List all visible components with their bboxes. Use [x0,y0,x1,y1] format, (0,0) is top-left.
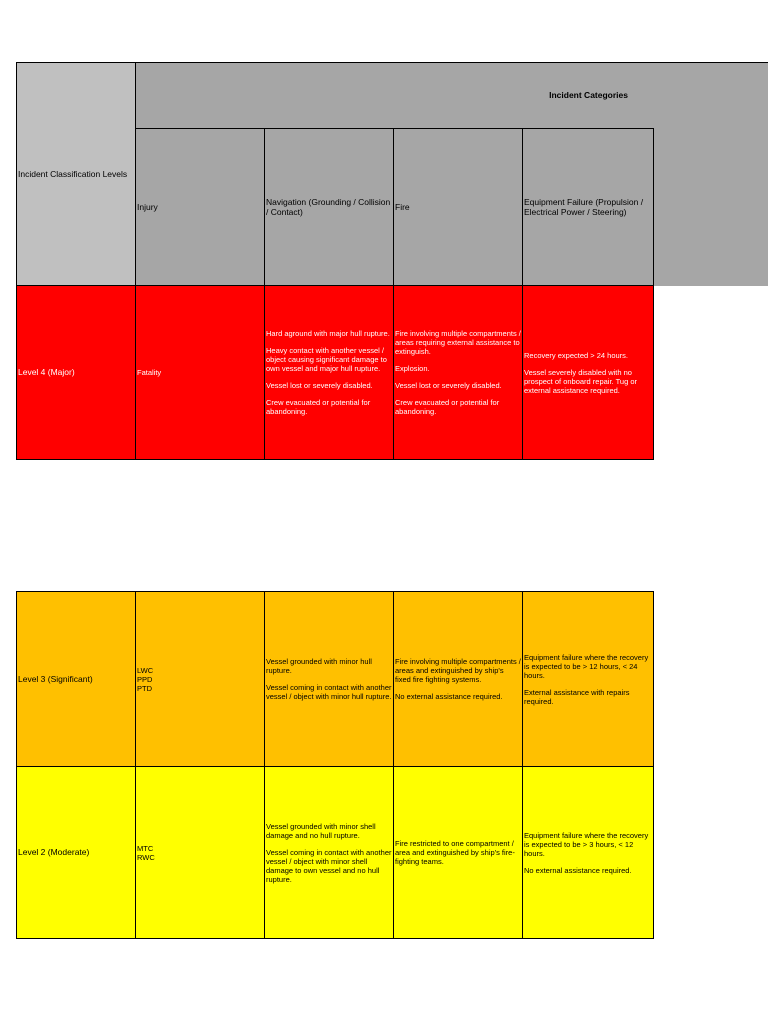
column-header-navigation [264,128,394,286]
categories-header-label: Incident Categories [549,90,628,101]
level3-injury-line: PPD [137,674,153,684]
column-header-injury [135,128,265,286]
level3-navigation-line: Vessel coming in contact with another vessel / object with minor hull rupture. [266,683,392,701]
level4-navigation-cell [264,285,394,460]
level3-navigation-cell [264,591,394,767]
level3-equipment-cell [522,591,654,767]
levels-header [16,62,136,286]
column-header-fire-label: Fire [395,201,410,212]
level3-injury-line: PTD [137,683,152,693]
level3-navigation-line: Vessel grounded with minor hull rupture. [266,657,372,675]
categories-header [135,62,768,129]
level4-navigation-line: Hard aground with major hull rupture. [266,329,390,338]
level4-equipment-line: Vessel severely disabled with no prospect of onboard repair. Tug or external assistance required. [524,367,637,395]
level2-equipment-cell [522,766,654,939]
level3-fire-line: No external assistance required. [395,692,503,701]
column-header-fire [393,128,523,286]
level2-injury-cell [135,766,265,939]
level3-label: Level 3 (Significant) [18,673,93,684]
levels-header-label: Incident Classification Levels [18,168,128,179]
level2-navigation-line: Vessel grounded with minor shell damage and no hull rupture. [266,821,376,840]
level4-fire-line: Crew evacuated or potential for abandoning. [395,398,500,416]
level4-label-cell [16,285,136,460]
level2-equipment-line: No external assistance required. [524,865,632,875]
level3-equipment-line: External assistance with repairs required. [524,687,630,706]
level4-equipment-line: Recovery expected > 24 hours. [524,350,629,360]
column-header-equipment [522,128,654,286]
column-header-injury-label: Injury [137,201,158,212]
level2-navigation-line: Vessel coming in contact with another vessel / object with minor shell damage to own vessel and no hull rupture. [266,847,392,884]
level4-fire-line: Explosion. [395,364,430,373]
level2-injury-line: RWC [137,852,155,862]
column-header-navigation-label: Navigation (Grounding / Collision / Contact) [266,196,391,217]
level4-label: Level 4 (Major) [18,367,75,378]
level2-label-cell [16,766,136,939]
level4-navigation-line: Crew evacuated or potential for abandoning. [266,398,371,416]
level2-injury-line: MTC [137,843,154,853]
level3-fire-cell [393,591,523,767]
level3-injury-cell [135,591,265,767]
level2-equipment-line: Equipment failure where the recovery is expected to be > 3 hours, < 12 hours. [524,830,649,858]
level4-fire-line: Fire involving multiple compartments / areas requiring external assistance to extinguish. [395,329,521,356]
column-header-equipment-label: Equipment Failure (Propulsion / Electrical Power / Steering) [524,196,644,217]
level2-fire-line: Fire restricted to one compartment / area and extinguished by ship's fire-fighting teams. [395,839,515,866]
level4-fire-cell [393,285,523,460]
level3-label-cell [16,591,136,767]
level3-injury-line: LWC [137,665,154,675]
level4-navigation-line: Vessel lost or severely disabled. [266,381,373,390]
level4-equipment-cell [522,285,654,460]
level2-label: Level 2 (Moderate) [18,847,90,858]
level4-navigation-line: Heavy contact with another vessel / object causing significant damage to own vessel and major hull rupture. [266,346,387,373]
level4-fire-line: Vessel lost or severely disabled. [395,381,502,390]
level3-fire-line: Fire involving multiple compartments / areas and extinguished by ship's fixed fire fighting systems. [395,657,521,684]
level3-equipment-line: Equipment failure where the recovery is expected to be > 12 hours, < 24 hours. [524,652,649,680]
level2-navigation-cell [264,766,394,939]
level4-injury: Fatality [137,368,162,377]
level4-injury-cell [135,285,265,460]
categories-header-extension [653,128,768,286]
level2-fire-cell [393,766,523,939]
